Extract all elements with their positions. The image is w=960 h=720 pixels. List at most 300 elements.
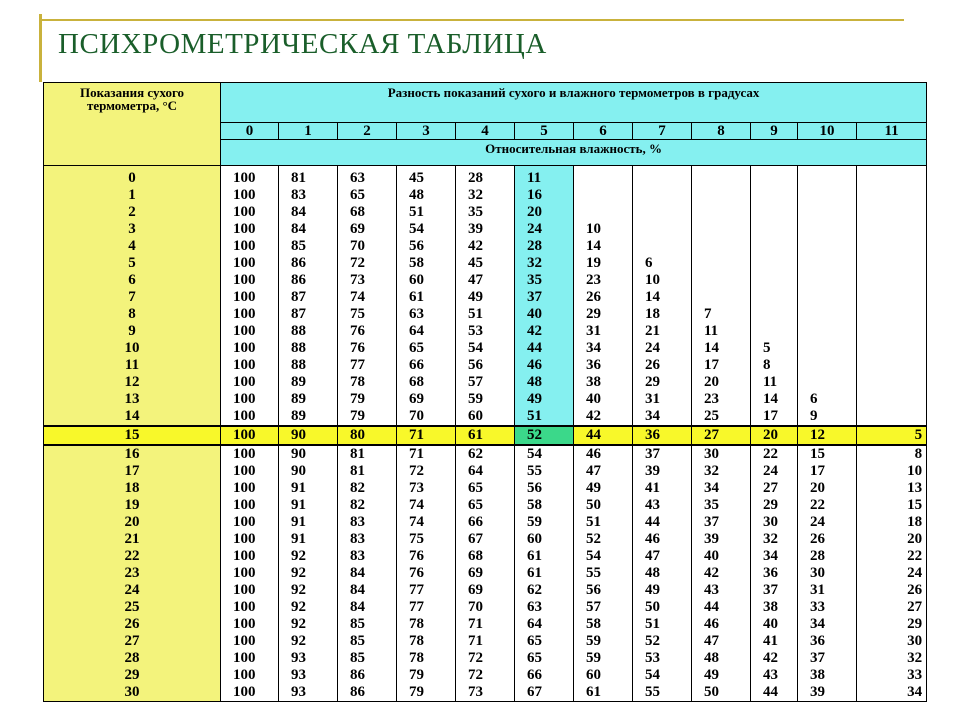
difference-4: 4 bbox=[456, 123, 515, 140]
humidity-cell: 100 bbox=[221, 616, 279, 633]
humidity-cell: 82 bbox=[338, 480, 397, 497]
humidity-cell bbox=[798, 255, 857, 272]
humidity-cell: 65 bbox=[515, 650, 574, 667]
humidity-cell: 77 bbox=[397, 582, 456, 599]
humidity-cell: 73 bbox=[397, 480, 456, 497]
humidity-cell: 59 bbox=[574, 633, 633, 650]
humidity-cell: 100 bbox=[221, 221, 279, 238]
humidity-cell: 79 bbox=[338, 391, 397, 408]
humidity-cell bbox=[857, 408, 927, 426]
humidity-cell bbox=[692, 187, 751, 204]
humidity-cell: 56 bbox=[515, 480, 574, 497]
humidity-cell: 100 bbox=[221, 255, 279, 272]
humidity-cell: 11 bbox=[751, 374, 798, 391]
dry-temperature-cell: 21 bbox=[44, 531, 221, 548]
humidity-cell: 36 bbox=[574, 357, 633, 374]
humidity-cell: 83 bbox=[338, 531, 397, 548]
table-body bbox=[44, 166, 927, 702]
humidity-cell: 91 bbox=[279, 514, 338, 531]
humidity-cell: 75 bbox=[338, 306, 397, 323]
humidity-cell: 61 bbox=[397, 289, 456, 306]
dry-temperature-cell: 9 bbox=[44, 323, 221, 340]
humidity-cell: 35 bbox=[692, 497, 751, 514]
humidity-cell: 17 bbox=[692, 357, 751, 374]
humidity-cell: 100 bbox=[221, 166, 279, 188]
dry-temperature-cell: 8 bbox=[44, 306, 221, 323]
humidity-cell: 35 bbox=[456, 204, 515, 221]
humidity-cell: 77 bbox=[397, 599, 456, 616]
humidity-cell: 32 bbox=[692, 463, 751, 480]
humidity-cell: 44 bbox=[633, 514, 692, 531]
humidity-cell: 100 bbox=[221, 667, 279, 684]
humidity-cell: 34 bbox=[574, 340, 633, 357]
humidity-cell: 36 bbox=[633, 426, 692, 445]
table-row bbox=[44, 548, 927, 565]
humidity-cell: 44 bbox=[574, 426, 633, 445]
table-row bbox=[44, 187, 927, 204]
humidity-cell: 33 bbox=[857, 667, 927, 684]
humidity-cell: 47 bbox=[633, 548, 692, 565]
humidity-cell: 39 bbox=[633, 463, 692, 480]
humidity-cell: 84 bbox=[338, 565, 397, 582]
humidity-cell: 25 bbox=[692, 408, 751, 426]
humidity-cell: 48 bbox=[633, 565, 692, 582]
humidity-cell: 76 bbox=[397, 548, 456, 565]
humidity-cell bbox=[633, 221, 692, 238]
humidity-cell: 29 bbox=[751, 497, 798, 514]
dry-temperature-cell: 13 bbox=[44, 391, 221, 408]
humidity-cell: 61 bbox=[456, 426, 515, 445]
humidity-cell: 39 bbox=[456, 221, 515, 238]
humidity-cell: 55 bbox=[633, 684, 692, 702]
humidity-cell: 32 bbox=[857, 650, 927, 667]
humidity-cell bbox=[857, 323, 927, 340]
humidity-cell: 69 bbox=[338, 221, 397, 238]
humidity-cell: 100 bbox=[221, 497, 279, 514]
humidity-cell: 43 bbox=[692, 582, 751, 599]
humidity-cell: 100 bbox=[221, 531, 279, 548]
humidity-cell: 44 bbox=[751, 684, 798, 702]
humidity-cell bbox=[633, 204, 692, 221]
humidity-cell: 79 bbox=[338, 408, 397, 426]
humidity-cell: 59 bbox=[574, 650, 633, 667]
humidity-cell: 42 bbox=[692, 565, 751, 582]
humidity-cell: 10 bbox=[633, 272, 692, 289]
humidity-cell: 24 bbox=[798, 514, 857, 531]
humidity-cell: 7 bbox=[692, 306, 751, 323]
humidity-cell: 39 bbox=[692, 531, 751, 548]
humidity-cell: 100 bbox=[221, 599, 279, 616]
humidity-cell: 86 bbox=[279, 255, 338, 272]
table-row bbox=[44, 238, 927, 255]
humidity-cell bbox=[692, 166, 751, 188]
dry-temperature-cell: 29 bbox=[44, 667, 221, 684]
humidity-cell: 71 bbox=[456, 616, 515, 633]
humidity-cell: 27 bbox=[692, 426, 751, 445]
humidity-cell bbox=[751, 323, 798, 340]
humidity-cell: 42 bbox=[515, 323, 574, 340]
humidity-cell bbox=[751, 255, 798, 272]
table-row bbox=[44, 650, 927, 667]
humidity-cell: 32 bbox=[751, 531, 798, 548]
humidity-cell: 76 bbox=[397, 565, 456, 582]
humidity-cell: 49 bbox=[574, 480, 633, 497]
table-row bbox=[44, 357, 927, 374]
humidity-cell: 91 bbox=[279, 480, 338, 497]
humidity-cell: 92 bbox=[279, 548, 338, 565]
humidity-cell: 100 bbox=[221, 374, 279, 391]
humidity-cell: 53 bbox=[633, 650, 692, 667]
humidity-cell: 65 bbox=[456, 480, 515, 497]
humidity-cell: 40 bbox=[515, 306, 574, 323]
humidity-cell: 63 bbox=[397, 306, 456, 323]
humidity-cell: 31 bbox=[633, 391, 692, 408]
accent-line-horizontal bbox=[39, 19, 904, 21]
humidity-cell: 14 bbox=[633, 289, 692, 306]
dry-temperature-cell: 4 bbox=[44, 238, 221, 255]
table-row bbox=[44, 599, 927, 616]
humidity-cell: 60 bbox=[515, 531, 574, 548]
humidity-cell: 51 bbox=[456, 306, 515, 323]
dry-temperature-cell: 30 bbox=[44, 684, 221, 702]
humidity-cell: 65 bbox=[338, 187, 397, 204]
humidity-cell: 28 bbox=[456, 166, 515, 188]
humidity-cell: 71 bbox=[456, 633, 515, 650]
humidity-cell: 53 bbox=[456, 323, 515, 340]
humidity-cell bbox=[857, 238, 927, 255]
dry-temperature-cell: 14 bbox=[44, 408, 221, 426]
humidity-cell: 56 bbox=[397, 238, 456, 255]
humidity-cell: 64 bbox=[397, 323, 456, 340]
humidity-cell: 10 bbox=[574, 221, 633, 238]
humidity-cell bbox=[751, 289, 798, 306]
humidity-cell: 81 bbox=[338, 463, 397, 480]
humidity-cell: 78 bbox=[397, 650, 456, 667]
humidity-cell: 85 bbox=[279, 238, 338, 255]
accent-line-vertical bbox=[39, 14, 42, 82]
table-row bbox=[44, 463, 927, 480]
humidity-cell: 61 bbox=[515, 548, 574, 565]
difference-9: 9 bbox=[751, 123, 798, 140]
dry-temperature-cell: 3 bbox=[44, 221, 221, 238]
humidity-cell: 78 bbox=[397, 633, 456, 650]
humidity-cell: 100 bbox=[221, 238, 279, 255]
table-row bbox=[44, 272, 927, 289]
humidity-cell: 26 bbox=[633, 357, 692, 374]
humidity-cell: 46 bbox=[633, 531, 692, 548]
humidity-cell: 82 bbox=[338, 497, 397, 514]
humidity-cell: 84 bbox=[279, 221, 338, 238]
humidity-cell bbox=[798, 238, 857, 255]
humidity-cell bbox=[857, 289, 927, 306]
humidity-cell bbox=[633, 238, 692, 255]
humidity-cell: 46 bbox=[574, 445, 633, 463]
humidity-cell: 58 bbox=[515, 497, 574, 514]
table-row bbox=[44, 289, 927, 306]
difference-6: 6 bbox=[574, 123, 633, 140]
humidity-cell: 72 bbox=[456, 667, 515, 684]
humidity-cell bbox=[798, 204, 857, 221]
humidity-cell: 42 bbox=[456, 238, 515, 255]
humidity-cell bbox=[692, 272, 751, 289]
humidity-cell: 54 bbox=[397, 221, 456, 238]
humidity-cell bbox=[857, 221, 927, 238]
humidity-cell: 37 bbox=[633, 445, 692, 463]
humidity-cell: 45 bbox=[397, 166, 456, 188]
humidity-cell: 79 bbox=[397, 684, 456, 702]
dry-temperature-cell: 22 bbox=[44, 548, 221, 565]
dry-temperature-cell: 25 bbox=[44, 599, 221, 616]
humidity-cell: 30 bbox=[751, 514, 798, 531]
humidity-cell: 23 bbox=[692, 391, 751, 408]
humidity-cell: 51 bbox=[397, 204, 456, 221]
humidity-cell: 100 bbox=[221, 204, 279, 221]
humidity-cell: 85 bbox=[338, 633, 397, 650]
humidity-cell bbox=[751, 166, 798, 188]
table-row bbox=[44, 616, 927, 633]
table-row bbox=[44, 204, 927, 221]
table-row bbox=[44, 374, 927, 391]
humidity-cell: 24 bbox=[515, 221, 574, 238]
humidity-cell: 86 bbox=[338, 684, 397, 702]
humidity-cell: 70 bbox=[397, 408, 456, 426]
humidity-cell: 69 bbox=[456, 565, 515, 582]
humidity-cell: 100 bbox=[221, 426, 279, 445]
difference-3: 3 bbox=[397, 123, 456, 140]
humidity-cell: 85 bbox=[338, 650, 397, 667]
humidity-cell: 13 bbox=[857, 480, 927, 497]
humidity-cell: 35 bbox=[515, 272, 574, 289]
humidity-cell: 8 bbox=[751, 357, 798, 374]
humidity-cell: 66 bbox=[456, 514, 515, 531]
humidity-cell: 54 bbox=[515, 445, 574, 463]
humidity-cell: 91 bbox=[279, 531, 338, 548]
humidity-cell: 11 bbox=[515, 166, 574, 188]
dry-temperature-cell: 10 bbox=[44, 340, 221, 357]
humidity-cell: 83 bbox=[338, 514, 397, 531]
humidity-cell: 89 bbox=[279, 391, 338, 408]
humidity-cell: 85 bbox=[338, 616, 397, 633]
table-row bbox=[44, 565, 927, 582]
humidity-cell bbox=[857, 306, 927, 323]
humidity-cell: 54 bbox=[574, 548, 633, 565]
difference-10: 10 bbox=[798, 123, 857, 140]
humidity-cell: 51 bbox=[633, 616, 692, 633]
humidity-cell bbox=[692, 289, 751, 306]
humidity-cell: 65 bbox=[456, 497, 515, 514]
humidity-cell bbox=[574, 166, 633, 188]
humidity-cell: 32 bbox=[515, 255, 574, 272]
humidity-cell: 69 bbox=[456, 582, 515, 599]
humidity-cell bbox=[857, 374, 927, 391]
humidity-cell: 14 bbox=[574, 238, 633, 255]
humidity-cell: 34 bbox=[692, 480, 751, 497]
humidity-cell: 38 bbox=[798, 667, 857, 684]
humidity-cell: 20 bbox=[692, 374, 751, 391]
dry-temperature-cell: 23 bbox=[44, 565, 221, 582]
humidity-cell bbox=[857, 166, 927, 188]
humidity-cell: 57 bbox=[574, 599, 633, 616]
dry-temperature-cell: 2 bbox=[44, 204, 221, 221]
humidity-cell: 75 bbox=[397, 531, 456, 548]
humidity-cell: 52 bbox=[633, 633, 692, 650]
humidity-cell bbox=[857, 255, 927, 272]
humidity-cell: 74 bbox=[338, 289, 397, 306]
humidity-cell: 49 bbox=[633, 582, 692, 599]
humidity-cell bbox=[798, 272, 857, 289]
humidity-cell: 51 bbox=[574, 514, 633, 531]
difference-5: 5 bbox=[515, 123, 574, 140]
humidity-cell: 21 bbox=[633, 323, 692, 340]
humidity-cell bbox=[633, 187, 692, 204]
dry-temperature-cell: 11 bbox=[44, 357, 221, 374]
humidity-cell: 90 bbox=[279, 445, 338, 463]
humidity-cell: 84 bbox=[279, 204, 338, 221]
humidity-cell: 32 bbox=[456, 187, 515, 204]
humidity-cell: 81 bbox=[338, 445, 397, 463]
humidity-cell bbox=[798, 187, 857, 204]
humidity-cell bbox=[798, 221, 857, 238]
humidity-cell: 100 bbox=[221, 650, 279, 667]
humidity-cell: 41 bbox=[751, 633, 798, 650]
table-row bbox=[44, 684, 927, 702]
table-row bbox=[44, 480, 927, 497]
table-row bbox=[44, 408, 927, 426]
humidity-cell: 14 bbox=[692, 340, 751, 357]
humidity-cell: 36 bbox=[798, 633, 857, 650]
humidity-cell bbox=[798, 374, 857, 391]
humidity-cell: 29 bbox=[633, 374, 692, 391]
humidity-cell: 26 bbox=[574, 289, 633, 306]
difference-1: 1 bbox=[279, 123, 338, 140]
humidity-cell: 89 bbox=[279, 408, 338, 426]
humidity-cell: 60 bbox=[456, 408, 515, 426]
dry-temperature-cell: 17 bbox=[44, 463, 221, 480]
humidity-cell: 24 bbox=[633, 340, 692, 357]
humidity-cell: 27 bbox=[857, 599, 927, 616]
humidity-cell: 100 bbox=[221, 514, 279, 531]
humidity-cell: 24 bbox=[857, 565, 927, 582]
humidity-cell bbox=[692, 238, 751, 255]
humidity-cell: 15 bbox=[857, 497, 927, 514]
humidity-cell: 71 bbox=[397, 426, 456, 445]
humidity-cell: 41 bbox=[633, 480, 692, 497]
humidity-cell bbox=[633, 166, 692, 188]
humidity-cell: 58 bbox=[574, 616, 633, 633]
humidity-cell: 49 bbox=[456, 289, 515, 306]
humidity-cell: 17 bbox=[798, 463, 857, 480]
humidity-cell: 100 bbox=[221, 391, 279, 408]
humidity-cell bbox=[574, 204, 633, 221]
table-row bbox=[44, 426, 927, 445]
humidity-cell: 83 bbox=[279, 187, 338, 204]
humidity-cell bbox=[798, 166, 857, 188]
humidity-cell: 57 bbox=[456, 374, 515, 391]
humidity-cell: 100 bbox=[221, 340, 279, 357]
humidity-cell: 72 bbox=[338, 255, 397, 272]
humidity-cell bbox=[751, 204, 798, 221]
humidity-cell: 92 bbox=[279, 616, 338, 633]
humidity-cell: 87 bbox=[279, 289, 338, 306]
humidity-cell: 91 bbox=[279, 497, 338, 514]
humidity-cell: 49 bbox=[692, 667, 751, 684]
humidity-cell bbox=[751, 221, 798, 238]
humidity-cell bbox=[798, 357, 857, 374]
humidity-cell: 73 bbox=[338, 272, 397, 289]
dry-thermometer-header: Показания сухого термометра, °С bbox=[44, 83, 221, 166]
dry-temperature-cell: 20 bbox=[44, 514, 221, 531]
humidity-cell: 100 bbox=[221, 633, 279, 650]
humidity-cell: 22 bbox=[798, 497, 857, 514]
humidity-cell: 48 bbox=[692, 650, 751, 667]
humidity-cell: 88 bbox=[279, 357, 338, 374]
humidity-cell: 38 bbox=[751, 599, 798, 616]
humidity-cell: 92 bbox=[279, 582, 338, 599]
humidity-cell: 100 bbox=[221, 463, 279, 480]
dry-temperature-cell: 5 bbox=[44, 255, 221, 272]
humidity-cell: 34 bbox=[857, 684, 927, 702]
humidity-cell: 20 bbox=[798, 480, 857, 497]
difference-8: 8 bbox=[692, 123, 751, 140]
table-row bbox=[44, 445, 927, 463]
humidity-cell: 37 bbox=[798, 650, 857, 667]
table-row bbox=[44, 514, 927, 531]
humidity-cell: 86 bbox=[279, 272, 338, 289]
humidity-cell: 26 bbox=[798, 531, 857, 548]
psychrometric-table-container bbox=[43, 82, 926, 702]
humidity-cell bbox=[857, 391, 927, 408]
humidity-cell: 39 bbox=[798, 684, 857, 702]
humidity-cell: 65 bbox=[515, 633, 574, 650]
humidity-cell: 100 bbox=[221, 187, 279, 204]
humidity-cell: 31 bbox=[798, 582, 857, 599]
humidity-cell: 68 bbox=[456, 548, 515, 565]
humidity-cell: 47 bbox=[692, 633, 751, 650]
humidity-cell bbox=[857, 272, 927, 289]
humidity-cell: 63 bbox=[338, 166, 397, 188]
humidity-cell: 43 bbox=[633, 497, 692, 514]
table-row bbox=[44, 667, 927, 684]
humidity-cell: 76 bbox=[338, 323, 397, 340]
humidity-cell bbox=[692, 255, 751, 272]
humidity-cell bbox=[857, 340, 927, 357]
humidity-cell: 48 bbox=[515, 374, 574, 391]
humidity-cell: 54 bbox=[633, 667, 692, 684]
dry-temperature-cell: 7 bbox=[44, 289, 221, 306]
humidity-cell: 56 bbox=[574, 582, 633, 599]
humidity-cell: 77 bbox=[338, 357, 397, 374]
humidity-cell: 50 bbox=[692, 684, 751, 702]
humidity-cell: 100 bbox=[221, 445, 279, 463]
humidity-cell: 68 bbox=[397, 374, 456, 391]
slide-title: ПСИХРОМЕТРИЧЕСКАЯ ТАБЛИЦА bbox=[58, 28, 547, 60]
table-row bbox=[44, 531, 927, 548]
humidity-cell: 19 bbox=[574, 255, 633, 272]
humidity-cell: 63 bbox=[515, 599, 574, 616]
humidity-cell: 47 bbox=[574, 463, 633, 480]
humidity-cell bbox=[692, 221, 751, 238]
humidity-cell: 68 bbox=[338, 204, 397, 221]
table-row bbox=[44, 306, 927, 323]
humidity-cell: 54 bbox=[456, 340, 515, 357]
humidity-cell: 92 bbox=[279, 565, 338, 582]
humidity-cell: 100 bbox=[221, 565, 279, 582]
difference-2: 2 bbox=[338, 123, 397, 140]
humidity-cell: 87 bbox=[279, 306, 338, 323]
humidity-cell: 36 bbox=[751, 565, 798, 582]
humidity-cell: 72 bbox=[397, 463, 456, 480]
humidity-cell: 40 bbox=[751, 616, 798, 633]
